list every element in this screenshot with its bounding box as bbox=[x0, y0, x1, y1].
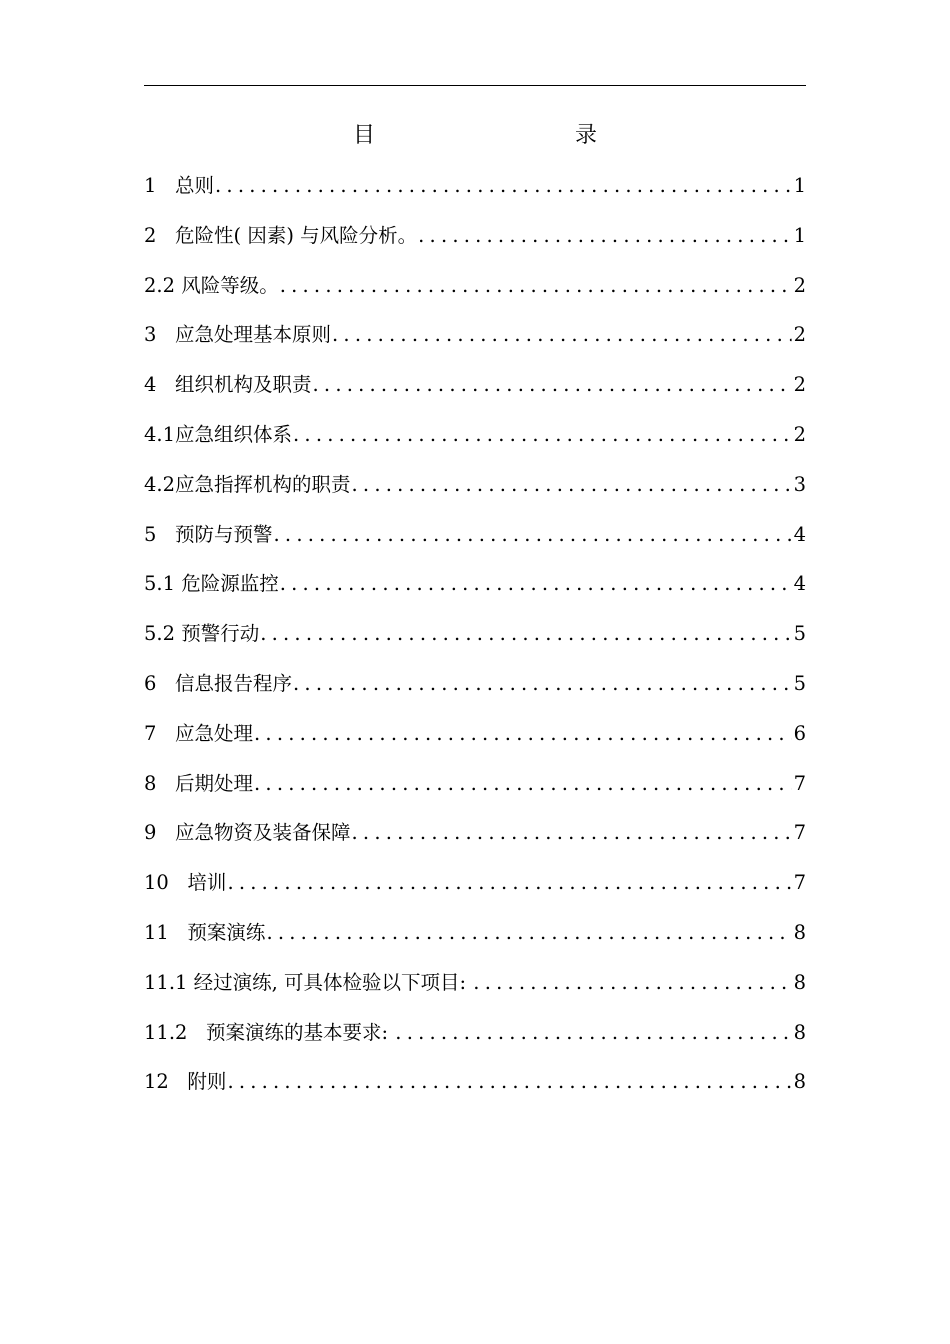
toc-entry[interactable] bbox=[144, 270, 806, 320]
toc-leader-dots bbox=[352, 469, 792, 501]
toc-entry[interactable] bbox=[144, 967, 806, 1017]
toc-entry[interactable] bbox=[144, 1017, 806, 1067]
toc-entry-page: 2 bbox=[793, 273, 806, 297]
toc-entry-page: 3 bbox=[793, 472, 806, 496]
toc-entry[interactable] bbox=[144, 917, 806, 967]
toc-entry-page: 2 bbox=[793, 373, 806, 397]
toc-entry-page: 7 bbox=[793, 821, 806, 845]
toc-entry-title: 后期处理 bbox=[175, 771, 254, 795]
toc-leader-dots bbox=[266, 917, 791, 949]
toc-entry[interactable] bbox=[144, 319, 806, 369]
toc-entry-number: 4 bbox=[144, 373, 176, 397]
toc-entry-page: 8 bbox=[793, 970, 806, 994]
toc-title: 目 录 bbox=[352, 123, 649, 148]
toc-entry-title: 风险等级。 bbox=[181, 273, 279, 297]
toc-entry-number: 11 bbox=[144, 920, 188, 944]
toc-entry-page: 2 bbox=[793, 422, 806, 446]
toc-entry-title: 经过演练, 可具体检验以下项目: bbox=[193, 970, 473, 994]
toc-leader-dots bbox=[274, 519, 792, 551]
toc-entry[interactable] bbox=[144, 1066, 806, 1116]
toc-entry-number: 2 bbox=[144, 223, 176, 247]
toc-entry-title: 应急组织体系 bbox=[175, 422, 293, 446]
toc-entry-number: 11.2 bbox=[144, 1020, 207, 1044]
toc-entry[interactable] bbox=[144, 369, 806, 419]
toc-entry-title: 应急处理 bbox=[175, 721, 254, 745]
toc-entry-number: 7 bbox=[144, 721, 176, 745]
toc-entry-number: 9 bbox=[144, 821, 176, 845]
toc-entry-page: 1 bbox=[793, 223, 806, 247]
toc-entry-page: 6 bbox=[793, 721, 806, 745]
toc-leader-dots bbox=[280, 270, 792, 302]
toc-entry-number: 11.1 bbox=[144, 970, 194, 994]
toc-leader-dots bbox=[395, 1017, 791, 1049]
toc-leader-dots bbox=[215, 170, 792, 202]
toc-entry-title: 附则 bbox=[187, 1070, 227, 1094]
toc-entry[interactable] bbox=[144, 817, 806, 867]
toc-entry[interactable] bbox=[144, 867, 806, 917]
toc-entry-number: 4.1 bbox=[144, 422, 176, 446]
toc-leader-dots bbox=[473, 967, 791, 999]
toc-leader-dots bbox=[293, 419, 792, 451]
toc-entry[interactable] bbox=[144, 419, 806, 469]
toc-leader-dots bbox=[260, 618, 791, 650]
toc-entry-title: 组织机构及职责 bbox=[175, 373, 312, 397]
toc-entry-title: 应急物资及装备保障 bbox=[175, 821, 351, 845]
toc-entry-title: 预案演练的基本要求: bbox=[206, 1020, 395, 1044]
toc-entry[interactable] bbox=[144, 568, 806, 618]
toc-entry-number: 1 bbox=[144, 174, 176, 197]
toc-entry[interactable] bbox=[144, 220, 806, 270]
toc-entry-page: 7 bbox=[793, 871, 806, 895]
toc-entry-page: 1 bbox=[793, 174, 806, 197]
toc-entry-title: 总则 bbox=[175, 174, 215, 197]
toc-leader-dots bbox=[227, 1066, 791, 1098]
toc-entry-number: 6 bbox=[144, 671, 176, 695]
toc-entry[interactable] bbox=[144, 668, 806, 718]
toc-entry-number: 5.2 bbox=[144, 622, 182, 646]
toc-entry-page: 8 bbox=[793, 1020, 806, 1044]
toc-entry-number: 10 bbox=[144, 871, 188, 895]
toc-entry-page: 4 bbox=[793, 522, 806, 546]
toc-leader-dots bbox=[254, 768, 792, 800]
toc-entry-page: 4 bbox=[793, 572, 806, 596]
toc-entry[interactable] bbox=[144, 618, 806, 668]
toc-entry-title: 信息报告程序 bbox=[175, 671, 293, 695]
toc-leader-dots bbox=[254, 718, 792, 750]
toc-entry-page: 7 bbox=[793, 771, 806, 795]
toc-leader-dots bbox=[280, 568, 792, 600]
toc-entry-title: 预案演练 bbox=[187, 920, 266, 944]
toc-leader-dots bbox=[313, 369, 792, 401]
toc-entry-page: 8 bbox=[793, 1070, 806, 1094]
toc-entry-number: 3 bbox=[144, 323, 176, 347]
table-of-contents bbox=[144, 170, 806, 1116]
toc-entry[interactable] bbox=[144, 768, 806, 818]
toc-entry-number: 2.2 bbox=[144, 273, 182, 297]
toc-leader-dots bbox=[227, 867, 791, 899]
toc-entry-number: 5 bbox=[144, 522, 176, 546]
toc-entry[interactable] bbox=[144, 519, 806, 569]
toc-leader-dots bbox=[418, 220, 791, 252]
toc-entry-page: 5 bbox=[793, 622, 806, 646]
toc-entry[interactable] bbox=[144, 718, 806, 768]
toc-entry-number: 4.2 bbox=[144, 472, 176, 496]
toc-entry-title: 预防与预警 bbox=[175, 522, 273, 546]
toc-entry-title: 预警行动 bbox=[181, 622, 260, 646]
toc-entry-number: 12 bbox=[144, 1070, 188, 1094]
toc-entry-title: 危险源监控 bbox=[181, 572, 279, 596]
toc-entry-title: 培训 bbox=[187, 871, 227, 895]
toc-entry[interactable] bbox=[144, 170, 806, 220]
toc-entry-title: 应急处理基本原则 bbox=[175, 323, 332, 347]
toc-leader-dots bbox=[332, 319, 792, 351]
toc-entry[interactable] bbox=[144, 469, 806, 519]
toc-entry-number: 5.1 bbox=[144, 572, 182, 596]
toc-entry-page: 8 bbox=[793, 920, 806, 944]
toc-leader-dots bbox=[352, 817, 792, 849]
toc-entry-number: 8 bbox=[144, 771, 176, 795]
toc-entry-title: 应急指挥机构的职责 bbox=[175, 472, 351, 496]
header-rule bbox=[144, 85, 806, 86]
toc-entry-page: 5 bbox=[793, 671, 806, 695]
toc-leader-dots bbox=[293, 668, 792, 700]
toc-entry-page: 2 bbox=[793, 323, 806, 347]
toc-entry-title: 危险性( 因素) 与风险分析。 bbox=[175, 223, 418, 247]
